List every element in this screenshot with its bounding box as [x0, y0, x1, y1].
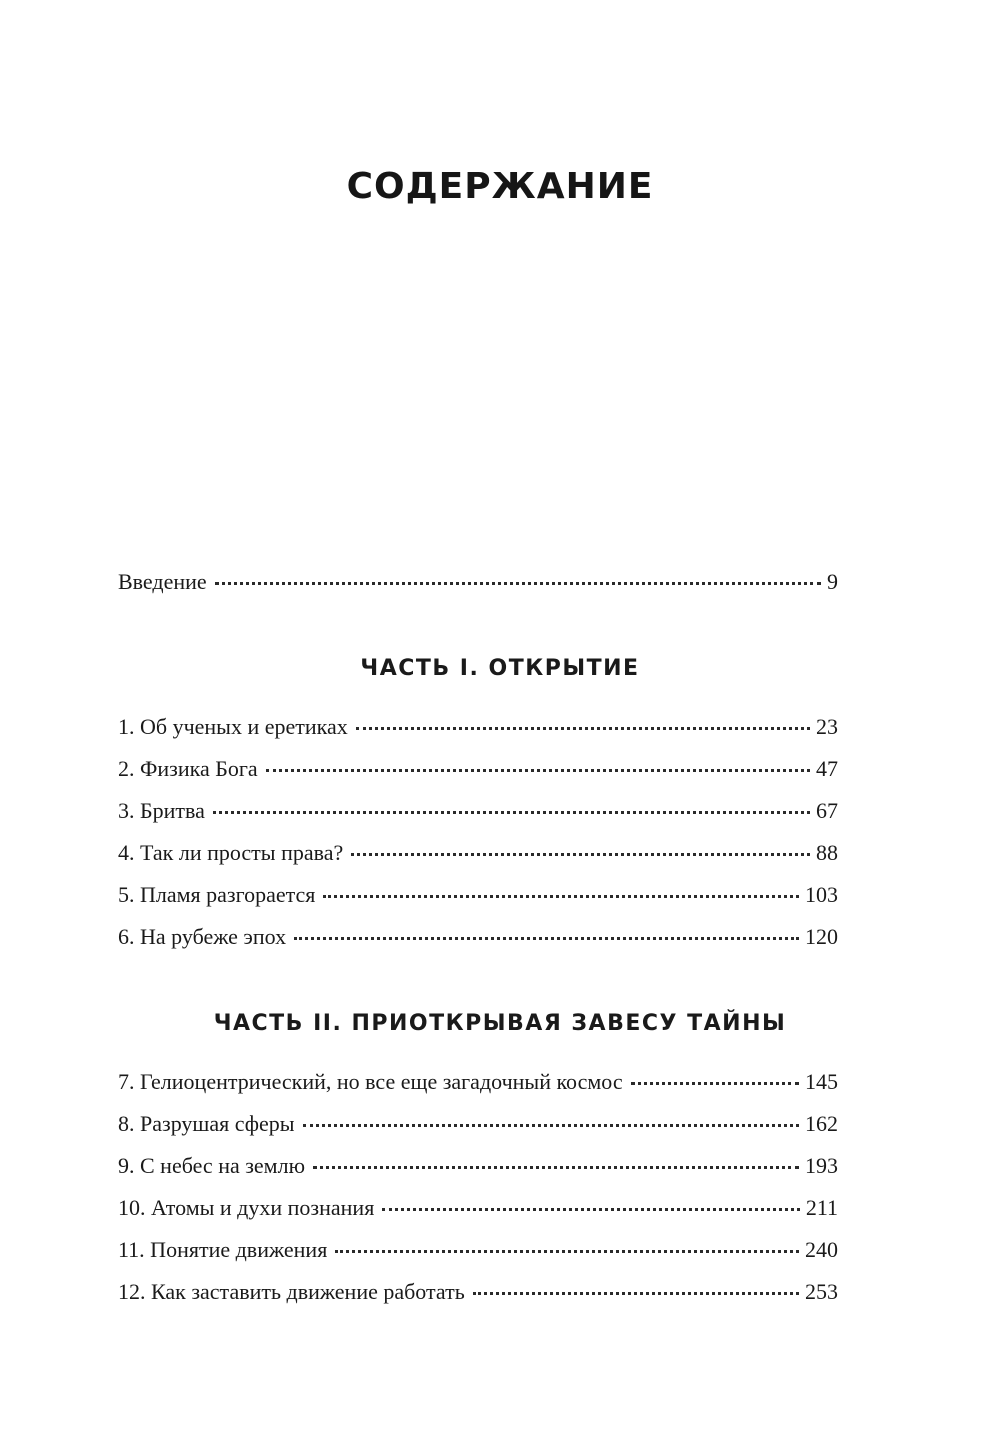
dot-leader	[356, 727, 810, 730]
toc-entry-label: 9. С небес на землю	[118, 1153, 306, 1178]
toc-page-number: 193	[805, 1153, 838, 1178]
toc-entry-label: 11. Понятие движения	[118, 1237, 328, 1262]
toc-entry[interactable]	[118, 921, 838, 953]
toc-entry[interactable]	[118, 753, 838, 785]
toc-entry-label: 1. Об ученых и еретиках	[118, 714, 348, 739]
toc-page-number: 120	[805, 924, 838, 949]
toc-entry[interactable]	[118, 1234, 838, 1266]
toc-entry[interactable]	[118, 879, 838, 911]
toc-entry-label: 8. Разрушая сферы	[118, 1111, 295, 1136]
toc-entry-label: 7. Гелиоцентрический, но все еще загадочный космос	[118, 1069, 623, 1094]
toc-entry[interactable]	[118, 1150, 838, 1182]
dot-leader	[303, 1124, 799, 1127]
toc-page-number: 67	[816, 798, 838, 823]
part-heading: ЧАСТЬ II. ПРИОТКРЫВАЯ ЗАВЕСУ ТАЙНЫ	[213, 1011, 787, 1036]
toc-entry-label: 12. Как заставить движение работать	[118, 1279, 465, 1304]
toc-page-number: 9	[827, 569, 838, 594]
toc-entry-label: Введение	[118, 569, 207, 594]
dot-leader	[323, 895, 799, 898]
toc-entry[interactable]	[118, 795, 838, 827]
toc-page-number: 103	[805, 882, 838, 907]
toc-page-number: 162	[805, 1111, 838, 1136]
part-heading: ЧАСТЬ I. ОТКРЫТИЕ	[360, 656, 640, 681]
toc-entry[interactable]	[118, 1192, 838, 1224]
dot-leader	[266, 769, 810, 772]
toc-entry-label: 6. На рубеже эпох	[118, 924, 287, 949]
dot-leader	[335, 1250, 799, 1253]
toc-page-number: 145	[805, 1069, 838, 1094]
toc-page-number: 240	[805, 1237, 838, 1262]
toc-page-number: 88	[816, 840, 838, 865]
toc-entry[interactable]	[118, 1276, 838, 1308]
toc-entry[interactable]	[118, 837, 838, 869]
toc-entry-label: 10. Атомы и духи познания	[118, 1195, 375, 1220]
toc-entry-label: 3. Бритва	[118, 798, 205, 823]
toc-entry[interactable]	[118, 1108, 838, 1140]
toc-page-number: 211	[805, 1195, 838, 1220]
dot-leader	[351, 853, 810, 856]
dot-leader	[294, 937, 799, 940]
dot-leader	[473, 1292, 799, 1295]
dot-leader	[631, 1082, 799, 1085]
toc-entry[interactable]	[118, 1066, 838, 1098]
toc-page-number: 23	[816, 714, 838, 739]
dot-leader	[313, 1166, 799, 1169]
dot-leader	[382, 1208, 800, 1211]
toc-entry-label: 4. Так ли просты права?	[118, 840, 344, 865]
toc-entry-intro[interactable]	[118, 566, 838, 598]
toc-entry-label: 2. Физика Бога	[118, 756, 258, 781]
page-title: СОДЕРЖАНИЕ	[346, 166, 654, 207]
toc-page-number: 47	[816, 756, 838, 781]
dot-leader	[213, 811, 810, 814]
toc-page-number: 253	[805, 1279, 838, 1304]
toc-entry-label: 5. Пламя разгорается	[118, 882, 316, 907]
toc-entry[interactable]	[118, 711, 838, 743]
dot-leader	[215, 582, 821, 585]
